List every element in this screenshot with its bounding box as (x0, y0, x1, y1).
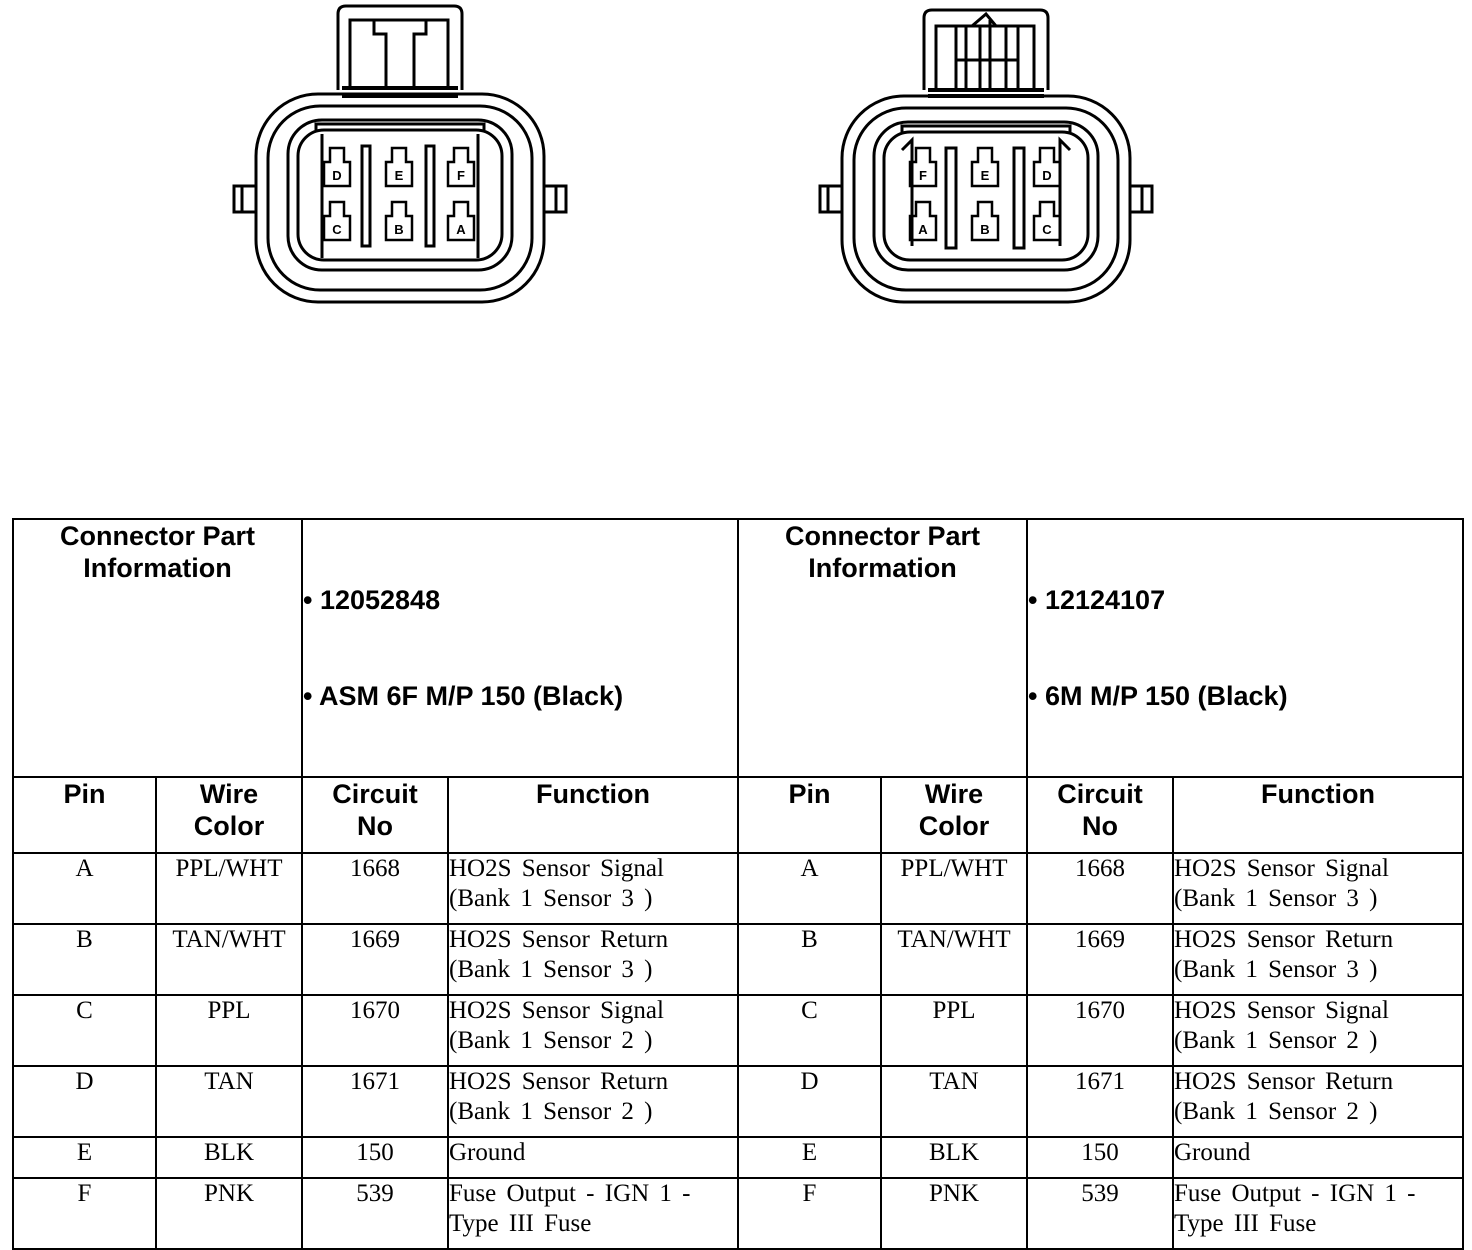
function-cell-left: Ground (448, 1137, 738, 1178)
function-cell-left: Fuse Output - IGN 1 - Type III Fuse (448, 1178, 738, 1249)
circuit-cell-left: 1670 (302, 995, 448, 1066)
col-circuit-left: Circuit No (302, 777, 448, 853)
col-wire-color-right: Wire Color (881, 777, 1027, 853)
col-function-left: Function (448, 777, 738, 853)
part-number-right: • 12124107 (1028, 585, 1166, 615)
wire-cell-left: PNK (156, 1178, 302, 1249)
pin-cell-left: D (13, 1066, 156, 1137)
pin-cell-right: F (738, 1178, 881, 1249)
function-cell-left: HO2S Sensor Signal (Bank 1 Sensor 3 ) (448, 853, 738, 924)
table-row (13, 924, 1463, 995)
pin-cell-right: A (738, 853, 881, 924)
part-info-value-left (302, 519, 738, 777)
wire-cell-right: PNK (881, 1178, 1027, 1249)
wire-cell-right: TAN/WHT (881, 924, 1027, 995)
circuit-cell-left: 1669 (302, 924, 448, 995)
cavity-label: A (456, 222, 466, 237)
pin-cell-left: A (13, 853, 156, 924)
table-row (13, 1066, 1463, 1137)
wire-cell-left: PPL/WHT (156, 853, 302, 924)
col-pin-right: Pin (738, 777, 881, 853)
wire-cell-right: PPL (881, 995, 1027, 1066)
connector-left-drawing (226, 0, 572, 310)
pin-cell-right: E (738, 1137, 881, 1178)
function-cell-right: Ground (1173, 1137, 1463, 1178)
table-row (13, 853, 1463, 924)
function-cell-right: Fuse Output - IGN 1 - Type III Fuse (1173, 1178, 1463, 1249)
col-pin-left: Pin (13, 777, 156, 853)
part-info-label-right: Connector Part Information (738, 519, 1027, 777)
circuit-cell-right: 539 (1027, 1178, 1173, 1249)
pin-cell-left: C (13, 995, 156, 1066)
wire-cell-left: PPL (156, 995, 302, 1066)
cavity-label: C (332, 222, 342, 237)
pinout-rows (13, 853, 1463, 1249)
connector-left-diagram (226, 0, 572, 310)
function-cell-left: HO2S Sensor Return (Bank 1 Sensor 2 ) (448, 1066, 738, 1137)
part-info-value-right (1027, 519, 1463, 777)
circuit-cell-right: 1671 (1027, 1066, 1173, 1137)
circuit-cell-right: 150 (1027, 1137, 1173, 1178)
column-header-row (13, 777, 1463, 853)
pinout-table (12, 518, 1464, 1250)
function-cell-left: HO2S Sensor Signal (Bank 1 Sensor 2 ) (448, 995, 738, 1066)
circuit-cell-left: 539 (302, 1178, 448, 1249)
cavity-label: D (332, 168, 342, 183)
col-circuit-right: Circuit No (1027, 777, 1173, 853)
circuit-cell-left: 1671 (302, 1066, 448, 1137)
col-wire-color-left: Wire Color (156, 777, 302, 853)
wire-cell-left: TAN (156, 1066, 302, 1137)
table-row (13, 995, 1463, 1066)
pin-cell-left: B (13, 924, 156, 995)
pin-cell-left: F (13, 1178, 156, 1249)
cavity-label: F (457, 168, 465, 183)
table-row (13, 1137, 1463, 1178)
col-function-right: Function (1173, 777, 1463, 853)
cavity-label: F (919, 168, 927, 183)
cavity-label: E (980, 168, 990, 183)
function-cell-right: HO2S Sensor Signal (Bank 1 Sensor 3 ) (1173, 853, 1463, 924)
cavity-label: D (1042, 168, 1052, 183)
part-number-left: • 12052848 (303, 585, 441, 615)
wire-cell-left: TAN/WHT (156, 924, 302, 995)
part-desc-left: • ASM 6F M/P 150 (Black) (303, 681, 624, 711)
pin-cell-right: D (738, 1066, 881, 1137)
function-cell-right: HO2S Sensor Return (Bank 1 Sensor 2 ) (1173, 1066, 1463, 1137)
circuit-cell-right: 1669 (1027, 924, 1173, 995)
part-info-row (13, 519, 1463, 777)
connector-right-diagram (812, 0, 1158, 310)
wire-cell-left: BLK (156, 1137, 302, 1178)
function-cell-right: HO2S Sensor Return (Bank 1 Sensor 3 ) (1173, 924, 1463, 995)
wire-cell-right: PPL/WHT (881, 853, 1027, 924)
wire-cell-right: BLK (881, 1137, 1027, 1178)
function-cell-right: HO2S Sensor Signal (Bank 1 Sensor 2 ) (1173, 995, 1463, 1066)
circuit-cell-right: 1668 (1027, 853, 1173, 924)
pin-cell-right: C (738, 995, 881, 1066)
circuit-cell-left: 1668 (302, 853, 448, 924)
wire-cell-right: TAN (881, 1066, 1027, 1137)
connector-right-drawing (812, 0, 1158, 310)
cavity-label: B (980, 222, 990, 237)
circuit-cell-left: 150 (302, 1137, 448, 1178)
table-row (13, 1178, 1463, 1249)
cavity-label: A (918, 222, 928, 237)
cavity-label: C (1042, 222, 1052, 237)
cavity-label: E (394, 168, 404, 183)
cavity-label: B (394, 222, 404, 237)
function-cell-left: HO2S Sensor Return (Bank 1 Sensor 3 ) (448, 924, 738, 995)
part-desc-right: • 6M M/P 150 (Black) (1028, 681, 1288, 711)
pin-cell-right: B (738, 924, 881, 995)
pin-cell-left: E (13, 1137, 156, 1178)
part-info-label-left: Connector Part Information (13, 519, 302, 777)
circuit-cell-right: 1670 (1027, 995, 1173, 1066)
